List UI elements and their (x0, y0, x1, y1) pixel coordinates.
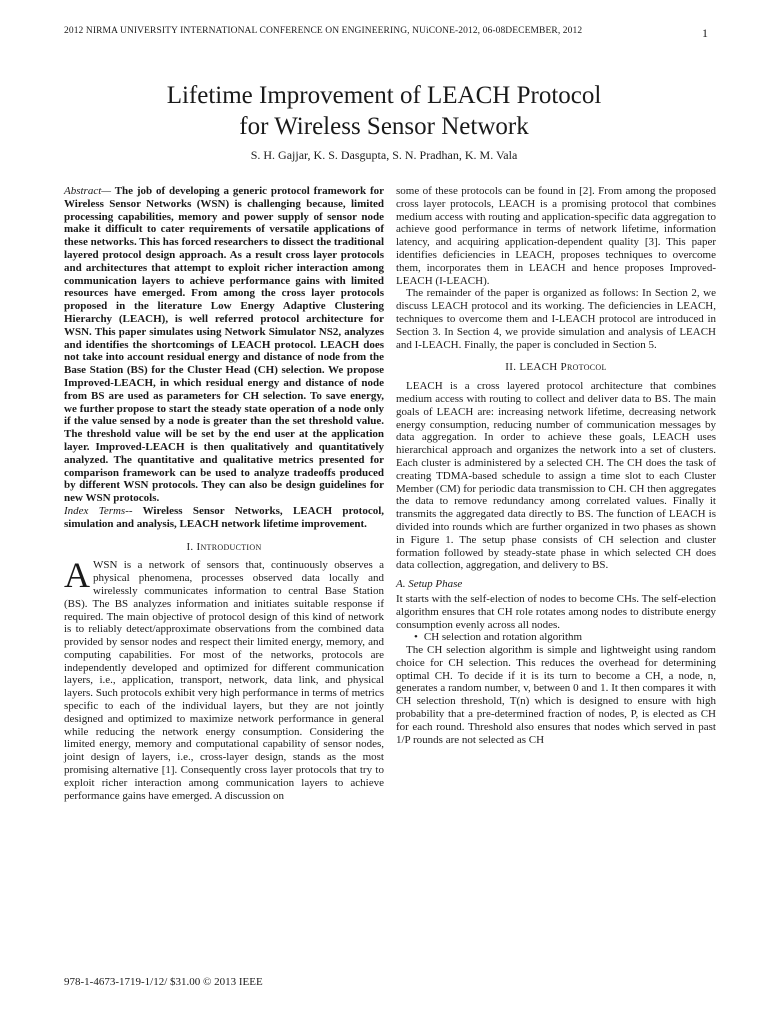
subsection-heading-setup-phase: A. Setup Phase (396, 578, 463, 591)
right-column (396, 185, 716, 746)
bullet-dot-icon: • (414, 631, 418, 644)
intro-paragraph-2: some of these protocols can be found in [2]. From among the proposed cross layer protocols, LEACH is a promising protocol that combines medium access with routing and application-specific data aggregation to achieve good performance in terms of network lifetime, information latency, and acquiring application-dependent quality [3]. This paper identifies deficiencies in LEACH, proposes techniques to overcome them, incorporates them in LEACH and hence proposes Improved-LEACH (I-LEACH). (396, 185, 716, 287)
running-header: 2012 NIRMA UNIVERSITY INTERNATIONAL CONFERENCE ON ENGINEERING, NUiCONE-2012, 06-08DECEMBER, 2012 (64, 26, 583, 36)
drop-cap: A (64, 555, 90, 596)
abstract-label: Abstract— (64, 185, 112, 197)
abstract-text: The job of developing a generic protocol framework for Wireless Sensor Networks (WSN) is challenging because, limited processing capabilities, memory and power supply of sensor node make it difficult to cater requirements of versatile applications of these networks. This has forced researchers to dissect the traditional layered protocol design approach. As a result cross layer protocols and architectures that attempt to exploit richer interaction among communication layers to achieve performance gains with limited resources have emerged. From among the cross layer protocols proposed in the literature Low Energy Adaptive Clustering Hierarchy (LEACH), is well referred protocol architecture for WSN. This paper simulates using Network Simulator NS2, analyzes and identifies the shortcomings of LEACH protocol. LEACH does not take into account residual energy and distance of node from the Base Station (BS) for the Cluster Head (CH) selection. We propose Improved-LEACH, in which residual energy and distance of node from BS are used as parameters for CH selection. To save energy, we further propose to start the steady state operation of a node only if the value sensed by a node is greater than the set threshold value. The threshold value will be set by the end user at the application layer. Improved-LEACH is then qualitatively and quantitatively analyzed. The quantitative and qualitative metrics presented for comparison framework can be used to analyze tradeoffs produced by different WSN protocols. They can also be design guidelines for new WSN protocols. (64, 185, 384, 505)
intro-paragraph-1 (64, 555, 384, 802)
setup-paragraph-2: The CH selection algorithm is simple and lightweight using random choice for CH selection. This reduces the overhead for determining optimal CH. To decide if it is its turn to become a CH, a node, n, generates a random number, v, between 0 and 1. It then compares it with CH selection threshold, T(n) which is designed to ensure with high probability that a pre-determined fraction of nodes, P, is elected as CH for each round. Threshold also ensures that nodes which served in past 1/P rounds are not selected as CH (396, 644, 716, 746)
title-line-1: Lifetime Improvement of LEACH Protocol (166, 82, 602, 109)
bullet-item (396, 631, 716, 644)
intro-paragraph-1-text: WSN is a network of sensors that, continuously observes a physical phenomena, processes observed data locally and wirelessly communicates information to central Base Station (BS). The BS analyzes information and initiates suitable response if required. The main objective of protocol design of this kind of network is to reliably detect/approximate observations from the combined data provided by sensor nodes and respect their limited energy, memory, and computing capabilities. For most of the networks, protocols are independently developed and optimized for different communication layers, i.e., application, transport, network, data link, and physical layers. Such protocols exhibit very high performance in terms of metrics specific to each of the individual layers, but they are not jointly designed and optimized to maximize network performance in general while reducing the network energy consumption. Considering the limited energy, memory and computational capability of sensor nodes, joint design of layers, i.e., cross-layer design, stands as the most promising alternative [1]. Consequently cross layer protocols that try to exploit richer interaction among communication layers to achieve performance gains have emerged. A discussion on (64, 559, 384, 802)
section-heading-leach-protocol: II. LEACH Protocol (505, 361, 607, 374)
setup-paragraph-1: It starts with the self-election of nodes to become CHs. The self-election algorithm ensures that CH role rotates among nodes to distribute energy consumption evenly across all nodes. (396, 592, 716, 631)
footer-copyright: 978-1-4673-1719-1/12/ $31.00 © 2013 IEEE (64, 976, 263, 988)
left-column (64, 185, 384, 802)
index-terms-label: Index Terms-- (64, 504, 133, 517)
intro-paragraph-3: The remainder of the paper is organized as follows: In Section 2, we discuss LEACH protocol and its working. The deficiencies in LEACH, techniques to overcome them and I-LEACH protocol are introduced in Section 3. In Section 4, we provide simulation and analysis of LEACH and I-LEACH. Finally, the paper is concluded in Section 5. (396, 287, 716, 351)
paper-title (0, 80, 768, 142)
leach-paragraph-1: LEACH is a cross layered protocol architecture that combines medium access with routing to collect and deliver data to BS. The main goals of LEACH are: increasing network lifetime, decreasing network energy consumption, reducing number of communication messages by data aggregation. In order to achieve these goals, LEACH uses hierarchical approach and organizes the network into a set of clusters. Each cluster is administered by a selected CH. The CH does the task of creating TDMA-based schedule to assign a time slot to each Cluster Member (CM) for periodic data transmission to CH. CH then aggregates the data to remove redundancy among correlated values. Finally it transmits the aggregated data directly to BS. The function of LEACH is divided into rounds which are further organized in two phases as shown in Figure 1. The setup phase consists of CH selection and cluster formation followed by steady-state phase in which selected CH does data collection, aggregation, and delivery to BS. (396, 380, 716, 572)
title-line-2: for Wireless Sensor Network (239, 113, 529, 140)
index-terms-text: Wireless Sensor Networks, LEACH protocol, simulation and analysis, LEACH network lifetime improvement. (64, 504, 385, 530)
page-number: 1 (702, 26, 708, 40)
bullet-text: CH selection and rotation algorithm (423, 631, 583, 644)
index-terms (64, 505, 384, 531)
section-heading-introduction: I. Introduction (186, 540, 262, 553)
author-list: S. H. Gajjar, K. S. Dasgupta, S. N. Pradhan, K. M. Vala (250, 148, 518, 162)
abstract (64, 185, 384, 505)
